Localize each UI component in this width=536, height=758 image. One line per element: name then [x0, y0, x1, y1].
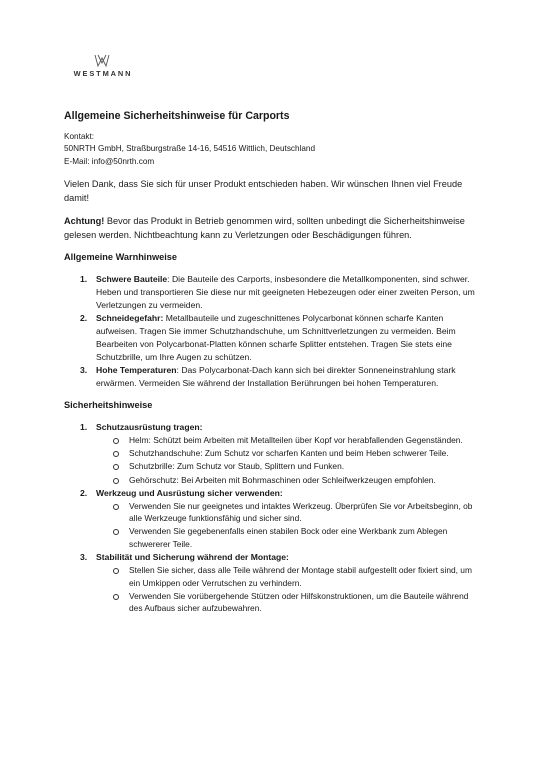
safety-subitem-text: Schutzbrille: Zum Schutz vor Staub, Splittern und Funken.: [129, 461, 345, 472]
warnings-item-text: : Das Polycarbonat-Dach kann sich bei direkter Sonneneinstrahlung stark erwärmen. Vermeiden Sie während der Installation Berührungen bei hohen Temperaturen.: [96, 365, 456, 389]
safety-sublist: [96, 564, 476, 615]
warnings-item-number: 1.: [80, 274, 88, 285]
circle-bullet-icon: [113, 478, 119, 484]
document-page: [64, 110, 476, 625]
warnings-item: [64, 273, 476, 312]
contact-company: 50NRTH GmbH, Straßburgstraße 14-16, 54516 Wittlich, Deutschland: [64, 144, 316, 154]
safety-subitem-text: Helm: Schützt beim Arbeiten mit Metallteilen über Kopf vor herabfallenden Gegenständen.: [129, 435, 463, 446]
safety-subitem-text: Verwenden Sie nur geeignetes und intaktes Werkzeug. Überprüfen Sie vor Arbeitsbeginn, ob alle Werkzeuge funktionsfähig und sicher sind.: [129, 500, 473, 524]
circle-bullet-icon: [113, 451, 119, 457]
circle-bullet-icon: [113, 438, 119, 444]
warnings-item: [64, 364, 476, 390]
attention-paragraph: [64, 215, 476, 242]
safety-item-label: Stabilität und Sicherung während der Montage:: [96, 551, 289, 562]
westmann-logo-mark: [93, 54, 111, 68]
safety-item-label: Werkzeug und Ausrüstung sicher verwenden:: [96, 487, 283, 498]
circle-bullet-icon: [113, 594, 119, 600]
safety-item-number: 1.: [80, 422, 88, 433]
safety-subitem-text: Stellen Sie sicher, dass alle Teile während der Montage stabil aufgestellt oder fixiert sind, um ein Umkippen oder Verrutschen zu verhindern.: [129, 564, 472, 588]
circle-bullet-icon: [113, 529, 119, 535]
safety-item: [64, 551, 476, 615]
safety-sublist: [96, 500, 476, 551]
safety-subitem: [96, 460, 476, 473]
warnings-item-number: 3.: [80, 365, 88, 376]
warnings-item-label: Schneidegefahr:: [96, 313, 164, 324]
intro-paragraph: Vielen Dank, dass Sie sich für unser Produkt entschieden haben. Wir wünschen Ihnen viel Freude damit!: [64, 179, 463, 203]
attention-text: Bevor das Produkt in Betrieb genommen wird, sollten unbedingt die Sicherheitshinweise gelesen werden. Nichtbeachtung kann zu Verletzungen oder Beschädigungen führen.: [64, 216, 465, 240]
warnings-item-text: : Die Bauteile des Carports, insbesondere die Metallkomponenten, sind schwer. Heben und transportieren Sie diese nur mit geeigneten Hebezeugen oder einer zweiten Person, um Verletzungen zu vermeiden.: [96, 274, 475, 311]
safety-subitem-text: Verwenden Sie gegebenenfalls einen stabilen Bock oder eine Werkbank zum Ablegen schwererer Teile.: [129, 526, 448, 549]
warnings-item-text: Metallbauteile und zugeschnittenes Polycarbonat können scharfe Kanten aufweisen. Tragen Sie immer Schutzhandschuhe, um Schnittverletzungen zu vermeiden. Beim Bearbeiten von Polycarbonat-Platten können scharfe Splitter entstehen. Tragen Sie stets eine Schutzbrille, um Ihre Augen zu schützen.: [96, 313, 456, 363]
safety-subitem: [96, 590, 476, 615]
warnings-item-label: Hohe Temperaturen: [96, 365, 177, 376]
attention-label: Achtung!: [64, 216, 105, 227]
safety-subitem: [96, 434, 476, 447]
safety-list: [64, 421, 476, 615]
safety-subitem: [96, 500, 476, 525]
circle-bullet-icon: [113, 568, 119, 574]
safety-item-number: 3.: [80, 551, 88, 562]
safety-item-number: 2.: [80, 487, 88, 498]
logo-wordmark: WESTMANN: [73, 69, 133, 78]
safety-subitem: [96, 564, 476, 589]
contact-email: E-Mail: info@50nrth.com: [64, 156, 155, 166]
safety-subitem-text: Verwenden Sie vorübergehende Stützen oder Hilfskonstruktionen, um die Bauteile während des Aufbaus sicher aufzubewahren.: [129, 590, 469, 614]
safety-subitem-text: Schutzhandschuhe: Zum Schutz vor scharfen Kanten und beim Heben schwerer Teile.: [129, 448, 449, 459]
contact-block: [64, 131, 476, 168]
contact-label: Kontakt:: [64, 132, 95, 141]
safety-item: [64, 487, 476, 551]
safety-heading: Sicherheitshinweise: [64, 400, 153, 411]
safety-item-label: Schutzausrüstung tragen:: [96, 422, 203, 433]
safety-sublist: [96, 434, 476, 486]
warnings-list: [64, 273, 476, 390]
safety-subitem: [96, 525, 476, 550]
safety-item: [64, 421, 476, 486]
warnings-heading: Allgemeine Warnhinweise: [64, 252, 177, 263]
warnings-item: [64, 312, 476, 364]
safety-subitem-text: Gehörschutz: Bei Arbeiten mit Bohrmaschinen oder Schleifwerkzeugen empfohlen.: [129, 474, 436, 485]
document-title: Allgemeine Sicherheitshinweise für Carports: [64, 110, 290, 122]
circle-bullet-icon: [113, 504, 119, 510]
circle-bullet-icon: [113, 464, 119, 470]
safety-subitem: [96, 447, 476, 460]
warnings-item-number: 2.: [80, 313, 88, 324]
safety-subitem: [96, 474, 476, 487]
westmann-logo: [64, 54, 140, 78]
warnings-item-label: Schwere Bauteile: [96, 274, 168, 285]
